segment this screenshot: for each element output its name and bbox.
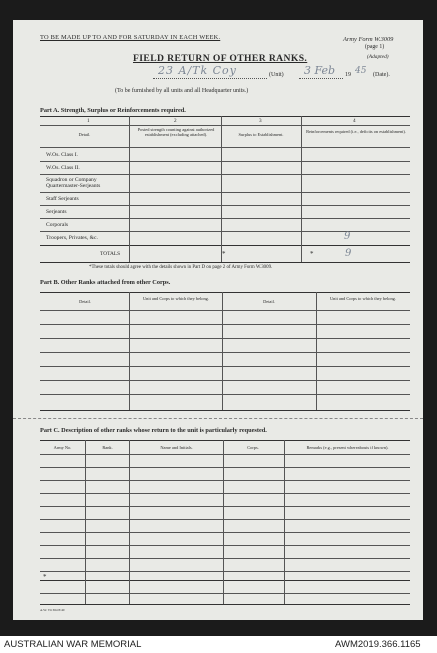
totals-footnote: *These totals should agree with the details shown in Part D on page 2 of Army Form W.3009. [89, 265, 273, 270]
row-rule [40, 218, 410, 219]
part-c-row-rule [40, 532, 410, 533]
part-a-totals-rule [40, 245, 410, 246]
part-a-col-rule [221, 116, 222, 262]
handwritten-date: 3 Feb [304, 64, 336, 77]
part-c-row-rule [40, 545, 410, 546]
part-b-top-rule [40, 292, 410, 293]
part-c-col-rule [129, 440, 130, 604]
footer-accession-number: AWM2019.366.1165 [335, 639, 421, 650]
part-b-col-detail-2: Detail. [263, 299, 275, 304]
unit-label: (Unit) [269, 72, 284, 78]
part-b-row-rule [40, 324, 410, 325]
form-paper [13, 20, 423, 620]
row-rule [40, 161, 410, 162]
col-number-2: 2 [174, 118, 177, 124]
part-c-top-rule [40, 440, 410, 441]
part-c-col-rule [284, 440, 285, 604]
part-c-marker-rule [40, 580, 410, 581]
part-c-col-remarks: Remarks (e.g., present whereabouts if known). [306, 445, 389, 450]
part-c-row-rule [40, 480, 410, 481]
archive-footer [0, 636, 437, 653]
totals-reinforcements-value: 9 [345, 248, 352, 259]
footer-institution: AUSTRALIAN WAR MEMORIAL [4, 639, 142, 650]
part-c-row-rule [40, 593, 410, 594]
unit-line [153, 78, 267, 79]
part-c-heading: Part C. Description of other ranks whose return to the unit is particularly requested. [40, 427, 267, 434]
part-c-col-army-no: Army No. [53, 445, 72, 450]
part-a-col-rule [301, 116, 302, 262]
part-b-row-rule [40, 310, 410, 311]
part-b-col-unit-1: Unit and Corps to which they belong. [143, 296, 209, 301]
part-b-col-unit-2: Unit and Corps to which they belong. [330, 296, 396, 301]
page-label: (page 1) [365, 44, 385, 50]
row-cqms: Squadron or Company Quartermaster-Serjeants [46, 177, 101, 189]
handwritten-unit: 23 A/Tk Coy [158, 64, 237, 77]
date-year-prefix: 19 [345, 72, 351, 78]
form-title: FIELD RETURN OF OTHER RANKS. [133, 53, 308, 64]
row-wo-class-2: W.Os. Class II. [46, 165, 80, 171]
row-rule [40, 192, 410, 193]
part-c-col-rule [223, 440, 224, 604]
part-c-row-rule [40, 506, 410, 507]
part-a-number-rule [40, 125, 410, 126]
adapted-label: (Adapted) [367, 54, 389, 60]
part-b-col-rule [222, 292, 223, 410]
row-corporals: Corporals [46, 222, 69, 228]
part-b-col-detail-1: Detail. [79, 299, 91, 304]
part-c-col-rule [85, 440, 86, 604]
part-b-col-rule [316, 292, 317, 410]
part-c-row-marker: * [43, 573, 47, 581]
part-b-heading: Part B. Other Ranks attached from other Corps. [40, 279, 171, 286]
part-a-col-rule [129, 116, 130, 262]
row-wo-class-1: W.Os. Class I. [46, 152, 78, 158]
col-header-detail: Detail. [78, 132, 91, 137]
part-b-row-rule [40, 366, 410, 367]
part-b-bottom-rule [40, 410, 410, 411]
part-b-col-rule [129, 292, 130, 410]
perforation-line [13, 418, 423, 419]
totals-marker-2: * [222, 250, 226, 258]
part-c-row-rule [40, 519, 410, 520]
part-c-row-rule [40, 493, 410, 494]
part-c-row-rule [40, 558, 410, 559]
part-c-row-rule [40, 571, 410, 572]
part-b-row-rule [40, 380, 410, 381]
col-number-4: 4 [353, 118, 356, 124]
date-label: (Date). [373, 72, 390, 78]
row-rule [40, 231, 410, 232]
part-c-col-corps: Corps. [247, 445, 259, 450]
printer-code: A.W. Tit 364 8/40 [40, 608, 65, 612]
date-line [299, 78, 343, 79]
part-a-top-rule [40, 116, 410, 117]
col-header-posted-strength: Posted strength counting against authorized establishment (excluding attached). [137, 127, 215, 137]
part-b-row-rule [40, 352, 410, 353]
row-rule [40, 174, 410, 175]
part-c-row-rule [40, 467, 410, 468]
col-number-3: 3 [259, 118, 262, 124]
part-b-row-rule [40, 338, 410, 339]
furnish-note: (To be furnished by all units and all Headquarter units.) [115, 88, 249, 94]
form-label: Army Form W.3009 [343, 36, 394, 43]
part-a-header-rule [40, 147, 410, 148]
totals-marker-4: * [310, 250, 314, 258]
handwritten-year: 45 [355, 66, 367, 76]
part-c-col-name: Name and Initials. [160, 445, 193, 450]
row-troopers: Troopers, Privates, &c. [46, 235, 98, 241]
col-number-1: 1 [87, 118, 90, 124]
part-b-row-rule [40, 394, 410, 395]
part-a-heading: Part A. Strength, Surplus or Reinforcements required. [40, 107, 186, 114]
troopers-reinforcements-value: 9 [344, 231, 351, 242]
col-header-surplus: Surplus to Establishment. [238, 132, 284, 137]
part-c-row-rule [40, 454, 410, 455]
instruction-text: TO BE MADE UP TO AND FOR SATURDAY IN EACH WEEK. [40, 34, 221, 41]
row-rule [40, 205, 410, 206]
row-staff-serjeants: Staff Serjeants [46, 196, 79, 202]
part-c-col-rank: Rank. [102, 445, 113, 450]
part-c-bottom-rule [40, 604, 410, 605]
totals-label: TOTALS [100, 251, 121, 257]
col-header-reinforcements: Reinforcements required (i.e., deficits on establishment). [306, 129, 406, 134]
part-a-bottom-rule [40, 262, 410, 263]
row-serjeants: Serjeants [46, 209, 67, 215]
